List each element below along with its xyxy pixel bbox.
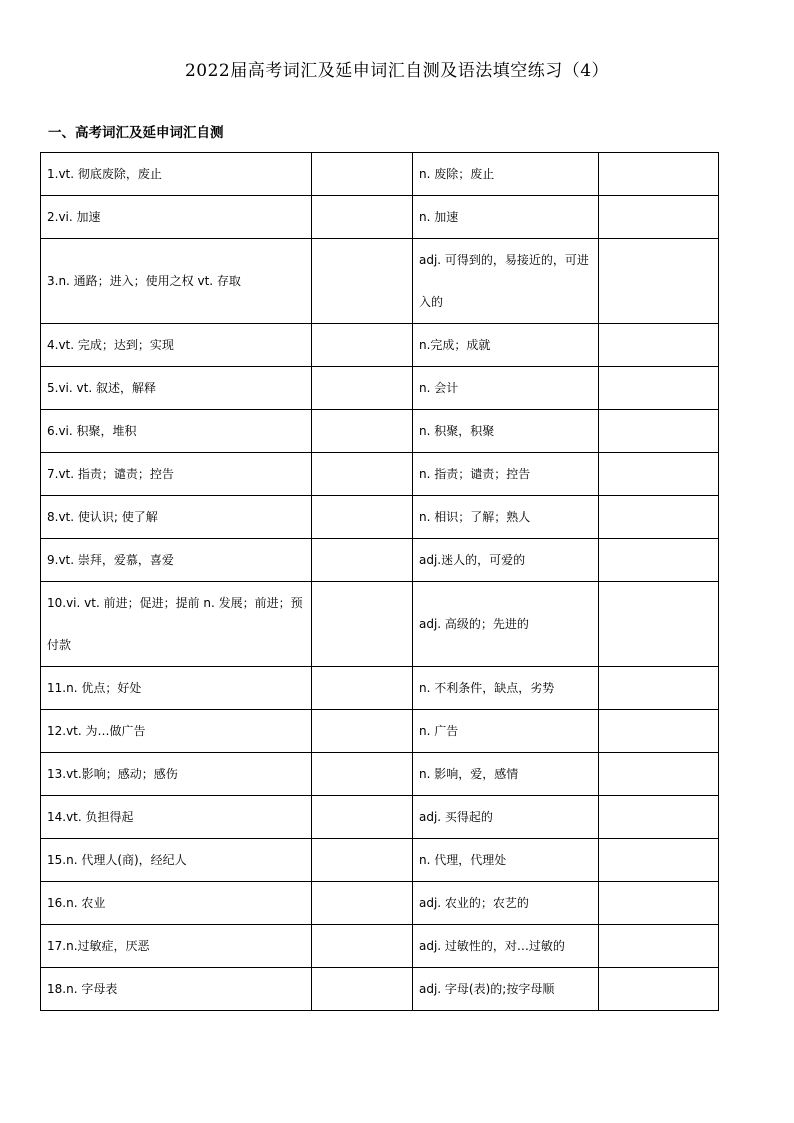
table-row [41, 582, 719, 667]
word-prompt: 10.vi. vt. 前进；促进；提前 n. 发展；前进；预付款 [41, 582, 312, 667]
answer-blank[interactable] [312, 496, 413, 539]
derivative-prompt: adj. 字母(表)的;按字母顺 [413, 968, 599, 1011]
derivative-prompt: adj. 高级的；先进的 [413, 582, 599, 667]
answer-blank[interactable] [312, 839, 413, 882]
derivative-prompt: adj. 可得到的，易接近的，可进入的 [413, 239, 599, 324]
word-prompt: 9.vt. 崇拜，爱慕，喜爱 [41, 539, 312, 582]
table-row [41, 453, 719, 496]
answer-blank[interactable] [312, 196, 413, 239]
derivative-prompt: adj. 农业的；农艺的 [413, 882, 599, 925]
word-prompt: 14.vt. 负担得起 [41, 796, 312, 839]
derivative-prompt: n. 代理，代理处 [413, 839, 599, 882]
table-row [41, 796, 719, 839]
table-row [41, 839, 719, 882]
word-prompt: 12.vt. 为…做广告 [41, 710, 312, 753]
word-prompt: 15.n. 代理人(商)，经纪人 [41, 839, 312, 882]
table-row [41, 324, 719, 367]
table-row [41, 496, 719, 539]
derivative-prompt: n. 影响，爱，感情 [413, 753, 599, 796]
answer-blank[interactable] [599, 582, 719, 667]
answer-blank[interactable] [599, 710, 719, 753]
word-prompt: 3.n. 通路；进入；使用之权 vt. 存取 [41, 239, 312, 324]
answer-blank[interactable] [599, 839, 719, 882]
word-prompt: 4.vt. 完成；达到；实现 [41, 324, 312, 367]
answer-blank[interactable] [599, 667, 719, 710]
table-row [41, 539, 719, 582]
answer-blank[interactable] [312, 239, 413, 324]
table-row [41, 153, 719, 196]
table-row [41, 239, 719, 324]
answer-blank[interactable] [599, 367, 719, 410]
vocabulary-table [40, 152, 719, 1011]
answer-blank[interactable] [599, 796, 719, 839]
answer-blank[interactable] [599, 410, 719, 453]
answer-blank[interactable] [312, 796, 413, 839]
derivative-prompt: n. 指责；谴责；控告 [413, 453, 599, 496]
answer-blank[interactable] [599, 882, 719, 925]
table-row [41, 367, 719, 410]
derivative-prompt: n. 加速 [413, 196, 599, 239]
answer-blank[interactable] [599, 324, 719, 367]
answer-blank[interactable] [312, 968, 413, 1011]
answer-blank[interactable] [312, 582, 413, 667]
answer-blank[interactable] [312, 153, 413, 196]
table-row [41, 667, 719, 710]
word-prompt: 7.vt. 指责；谴责；控告 [41, 453, 312, 496]
table-row [41, 410, 719, 453]
answer-blank[interactable] [599, 196, 719, 239]
answer-blank[interactable] [312, 667, 413, 710]
answer-blank[interactable] [312, 925, 413, 968]
derivative-prompt: n. 不利条件，缺点，劣势 [413, 667, 599, 710]
table-row [41, 968, 719, 1011]
derivative-prompt: n. 废除；废止 [413, 153, 599, 196]
answer-blank[interactable] [599, 496, 719, 539]
page-title: 2022届高考词汇及延申词汇自测及语法填空练习（4） [184, 61, 610, 81]
word-prompt: 11.n. 优点；好处 [41, 667, 312, 710]
answer-blank[interactable] [599, 925, 719, 968]
table-row [41, 710, 719, 753]
answer-blank[interactable] [599, 753, 719, 796]
word-prompt: 5.vi. vt. 叙述，解释 [41, 367, 312, 410]
answer-blank[interactable] [599, 239, 719, 324]
word-prompt: 2.vi. 加速 [41, 196, 312, 239]
derivative-prompt: n.完成；成就 [413, 324, 599, 367]
answer-blank[interactable] [599, 453, 719, 496]
word-prompt: 1.vt. 彻底废除，废止 [41, 153, 312, 196]
table-row [41, 753, 719, 796]
derivative-prompt: n. 广告 [413, 710, 599, 753]
derivative-prompt: n. 会计 [413, 367, 599, 410]
answer-blank[interactable] [312, 710, 413, 753]
answer-blank[interactable] [599, 968, 719, 1011]
section-heading: 一、高考词汇及延申词汇自测 [48, 125, 224, 141]
word-prompt: 17.n.过敏症，厌恶 [41, 925, 312, 968]
word-prompt: 8.vt. 使认识; 使了解 [41, 496, 312, 539]
word-prompt: 6.vi. 积聚，堆积 [41, 410, 312, 453]
answer-blank[interactable] [312, 539, 413, 582]
word-prompt: 13.vt.影响；感动；感伤 [41, 753, 312, 796]
derivative-prompt: n. 相识；了解；熟人 [413, 496, 599, 539]
answer-blank[interactable] [599, 539, 719, 582]
answer-blank[interactable] [312, 753, 413, 796]
word-prompt: 18.n. 字母表 [41, 968, 312, 1011]
answer-blank[interactable] [312, 882, 413, 925]
derivative-prompt: adj.迷人的，可爱的 [413, 539, 599, 582]
derivative-prompt: n. 积聚，积聚 [413, 410, 599, 453]
answer-blank[interactable] [599, 153, 719, 196]
word-prompt: 16.n. 农业 [41, 882, 312, 925]
derivative-prompt: adj. 买得起的 [413, 796, 599, 839]
table-row [41, 196, 719, 239]
answer-blank[interactable] [312, 324, 413, 367]
table-row [41, 882, 719, 925]
derivative-prompt: adj. 过敏性的，对…过敏的 [413, 925, 599, 968]
table-row [41, 925, 719, 968]
answer-blank[interactable] [312, 453, 413, 496]
answer-blank[interactable] [312, 410, 413, 453]
answer-blank[interactable] [312, 367, 413, 410]
